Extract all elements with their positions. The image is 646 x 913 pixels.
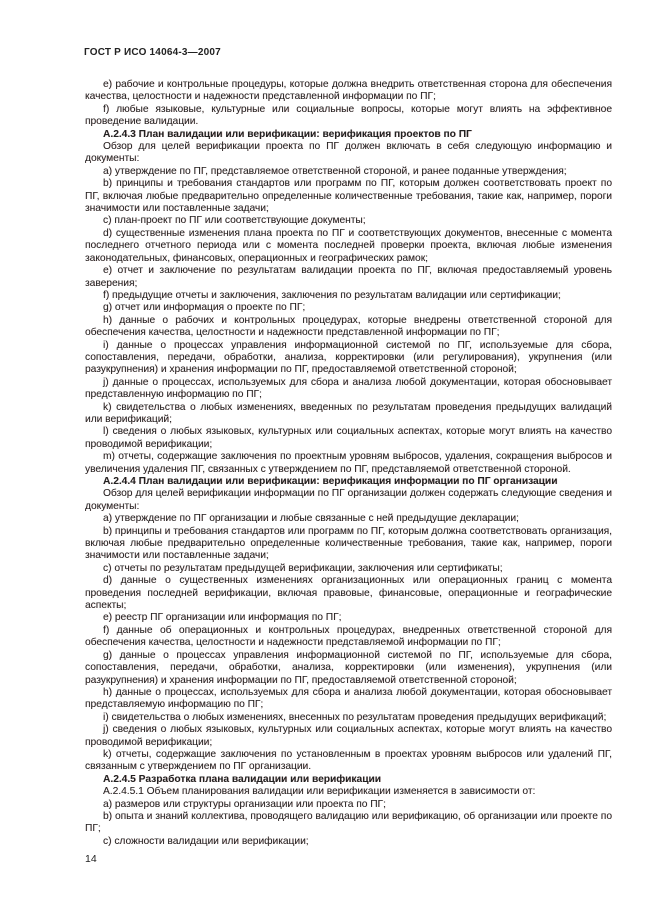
paragraph: b) опыта и знаний коллектива, проводящего валидацию или верификацию, об организации или проекте по ПГ;: [85, 810, 612, 835]
paragraph: е) реестр ПГ организации или информация по ПГ;: [103, 612, 342, 624]
paragraph: А.2.4.5.1 Объем планирования валидации или верификации изменяется в зависимости от:: [103, 786, 536, 798]
paragraph: h) данные о рабочих и контрольных процедурах, которые внедрены ответственной стороной для обеспечения качества, целостности и надежности представленной информации по ПГ;: [85, 314, 612, 339]
paragraph: с) отчеты по результатам предыдущей верификации, заключения или сертификаты;: [103, 562, 503, 574]
paragraph: а) размеров или структуры организации или проекта по ПГ;: [103, 798, 386, 810]
paragraph: k) отчеты, содержащие заключения по установленным в проектах уровням выбросов или удалений ПГ, связанным с утверждением по ПГ организации.: [85, 748, 612, 773]
section-heading: А.2.4.3 План валидации или верификации: верификация проектов по ПГ: [103, 128, 472, 140]
paragraph: а) утверждение по ПГ, представляемое ответственной стороной, и ранее поданные утверждения;: [103, 165, 567, 177]
paragraph: i) свидетельства о любых изменениях, внесенных по результатам проведения предыдущих верификаций;: [103, 711, 607, 723]
paragraph: d) данные о существенных изменениях организационных или операционных границ с момента проведения последней верификации, включая правовые, финансовые, операционные и географические аспекты;: [85, 575, 612, 612]
section-heading: А.2.4.4 План валидации или верификации: верификация информации по ПГ организации: [103, 476, 558, 487]
document-body: [85, 79, 612, 848]
paragraph: Обзор для целей верификации проекта по ПГ должен включать в себя следующую информацию и документы:: [85, 141, 612, 165]
paragraph: с) план-проект по ПГ или соответствующие документы;: [103, 215, 366, 227]
running-header: ГОСТ Р ИСО 14064-3—2007: [84, 47, 221, 58]
paragraph: j) данные о процессах, используемых для сбора и анализа любой документации, которая обосновывает представленную информацию по ПГ;: [85, 376, 612, 401]
page-number: 14: [85, 853, 97, 865]
paragraph: а) утверждение по ПГ организации и любые связанные с ней предыдущие декларации;: [103, 513, 519, 525]
paragraph: g) данные о процессах управления информационной системой по ПГ, используемые для сбора, сопоставления, передачи, обработки, анализа, корректировки (или изменения), укрупнения (или разукрупнения) и хранения информации по ПГ, предоставляемой ответственной стороной;: [85, 649, 612, 686]
paragraph: Обзор для целей верификации информации по ПГ организации должен содержать следующие сведения и документы:: [85, 488, 612, 512]
paragraph: е) отчет и заключение по результатам валидации проекта по ПГ, включая предоставляемый уровень заверения;: [85, 265, 612, 289]
paragraph: l) сведения о любых языковых, культурных или социальных аспектах, которые могут влиять на качество проводимой верификации;: [85, 426, 612, 450]
paragraph: с) сложности валидации или верификации;: [103, 835, 309, 847]
paragraph: h) данные о процессах, используемых для сбора и анализа любой документации, которая обосновывает представляемую информацию по ПГ;: [85, 686, 612, 711]
paragraph: е) рабочие и контрольные процедуры, которые должна внедрить ответственная сторона для обеспечения качества, целостности и надежности представленной информации по ПГ;: [85, 79, 612, 103]
paragraph: b) принципы и требования стандартов или программ по ПГ, которым должен соответствовать проект по ПГ, включая любые предварительно определенные количественные требования, такие как, например, пороги значимости или поставленные задачи;: [85, 178, 612, 215]
paragraph: j) сведения о любых языковых, культурных или социальных аспектах, которые могут влиять на качество проводимой верификации;: [85, 724, 612, 748]
paragraph: f) данные об операционных и контрольных процедурах, внедренных ответственной стороной для обеспечения качества, целостности и надежности представляемой информации по ПГ;: [85, 624, 612, 649]
section-heading: А.2.4.5 Разработка плана валидации или верификации: [103, 773, 381, 785]
paragraph: m) отчеты, содержащие заключения по проектным уровням выбросов, удаления, сокращения выбросов и увеличения удаления ПГ, связанных с утверждением по ПГ, представляемой ответственной стороной.: [85, 451, 612, 475]
paragraph: i) данные о процессах управления информационной системой по ПГ, используемые для сбора, сопоставления, передачи, обработки, анализа, корректировки (или регулирования), укрупнения (или разукрупнения) и хранения информации по ПГ, предоставляемой ответственной стороной;: [85, 339, 612, 376]
paragraph: g) отчет или информация о проекте по ПГ;: [103, 302, 306, 314]
paragraph: d) существенные изменения плана проекта по ПГ и соответствующих документов, внесенные с момента последнего отчетного периода или с момента последней проверки проекта, включая любые изменения законодательных, финансовых, операционных и географических рамок;: [85, 227, 612, 264]
paragraph: f) предыдущие отчеты и заключения, заключения по результатам валидации или сертификации;: [103, 289, 561, 301]
paragraph: f) любые языковые, культурные или социальные вопросы, которые могут влиять на эффективное проведение валидации.: [85, 103, 612, 128]
paragraph: b) принципы и требования стандартов или программ по ПГ, которым должна соответствовать организация, включая любые предварительно определенные количественные требования, такие как, например, пороги значимости или поставленные задачи;: [85, 525, 612, 562]
paragraph: k) свидетельства о любых изменениях, введенных по результатам проведения предыдущих валидаций или верификаций;: [85, 401, 612, 425]
